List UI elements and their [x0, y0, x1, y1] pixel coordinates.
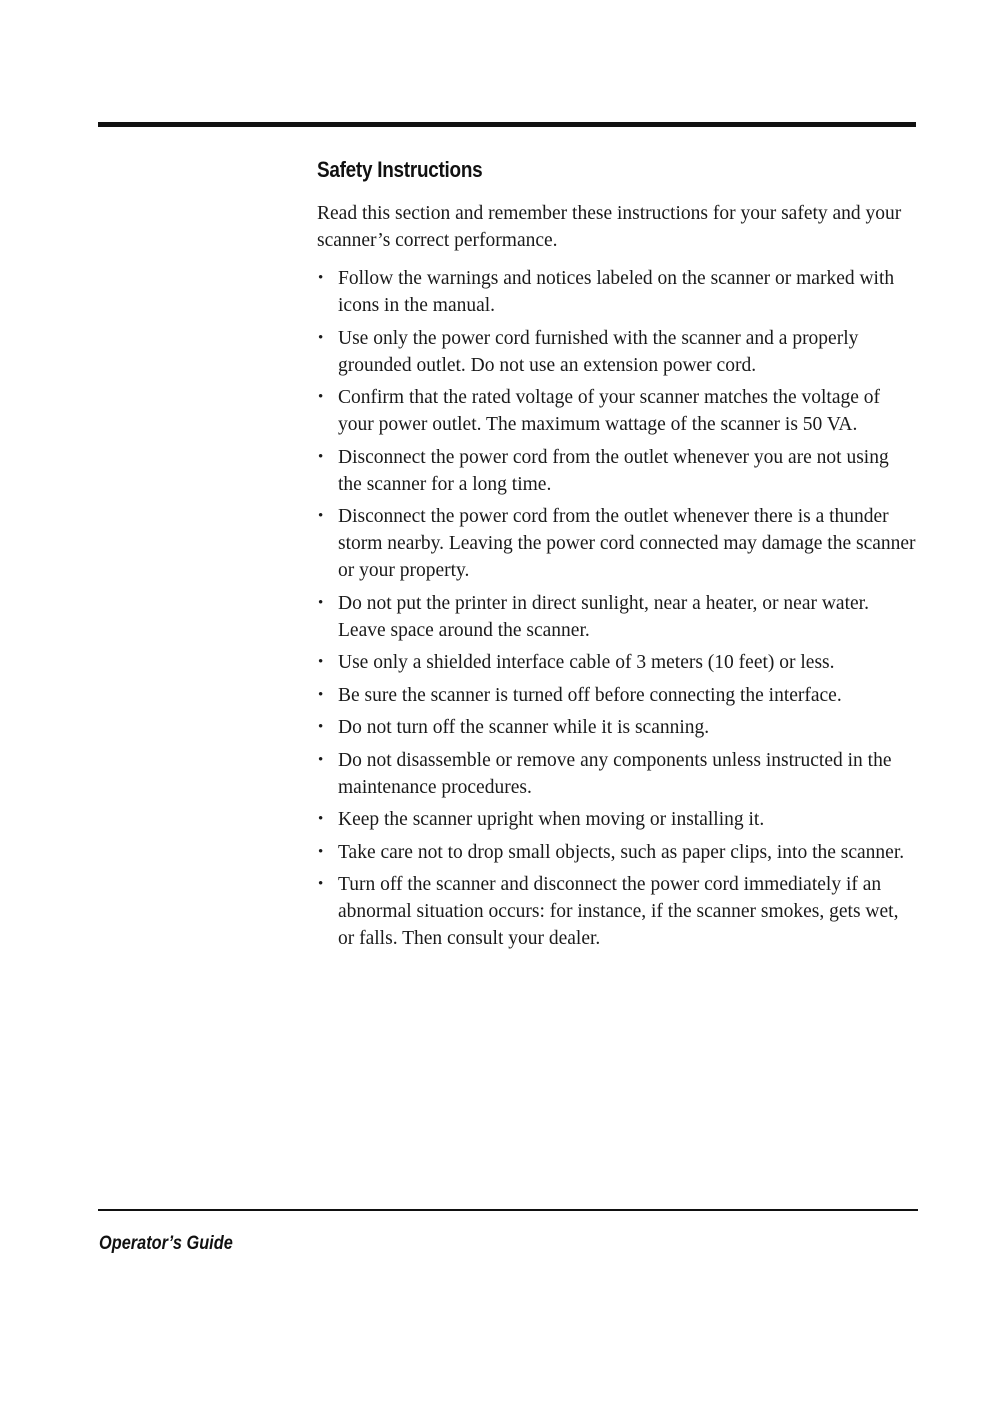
- safety-instruction-list: [317, 265, 917, 952]
- section-body: [317, 200, 917, 958]
- footer-title: Operator’s Guide: [99, 1233, 233, 1254]
- section-title: Safety Instructions: [317, 157, 483, 182]
- footer-rule: [98, 1209, 918, 1211]
- instruction-item: • Use only a shielded interface cable of 3 meters (10 feet) or less.: [317, 649, 917, 676]
- instruction-item: • Disconnect the power cord from the outlet whenever there is a thunder storm nearby. Leaving the power cord connected may damage the scanner or your property.: [317, 503, 917, 584]
- instruction-item: • Be sure the scanner is turned off before connecting the interface.: [317, 682, 917, 709]
- instruction-item: • Turn off the scanner and disconnect the power cord immediately if an abnormal situation occurs: for instance, if the scanner smokes, gets wet, or falls. Then consult your dealer.: [317, 871, 917, 952]
- instruction-item: • Follow the warnings and notices labeled on the scanner or marked with icons in the manual.: [317, 265, 917, 319]
- instruction-item: • Use only the power cord furnished with the scanner and a properly grounded outlet. Do not use an extension power cord.: [317, 325, 917, 379]
- instruction-item: • Do not turn off the scanner while it is scanning.: [317, 714, 917, 741]
- header-rule: [98, 122, 916, 127]
- instruction-item: • Take care not to drop small objects, such as paper clips, into the scanner.: [317, 839, 917, 866]
- instruction-item: • Keep the scanner upright when moving or installing it.: [317, 806, 917, 833]
- instruction-item: • Do not disassemble or remove any components unless instructed in the maintenance procedures.: [317, 747, 917, 801]
- intro-paragraph: Read this section and remember these instructions for your safety and your scanner’s correct performance.: [317, 203, 902, 251]
- instruction-item: • Do not put the printer in direct sunlight, near a heater, or near water. Leave space around the scanner.: [317, 590, 917, 644]
- instruction-item: • Disconnect the power cord from the outlet whenever you are not using the scanner for a long time.: [317, 444, 917, 498]
- instruction-item: • Confirm that the rated voltage of your scanner matches the voltage of your power outlet. The maximum wattage of the scanner is 50 VA.: [317, 384, 917, 438]
